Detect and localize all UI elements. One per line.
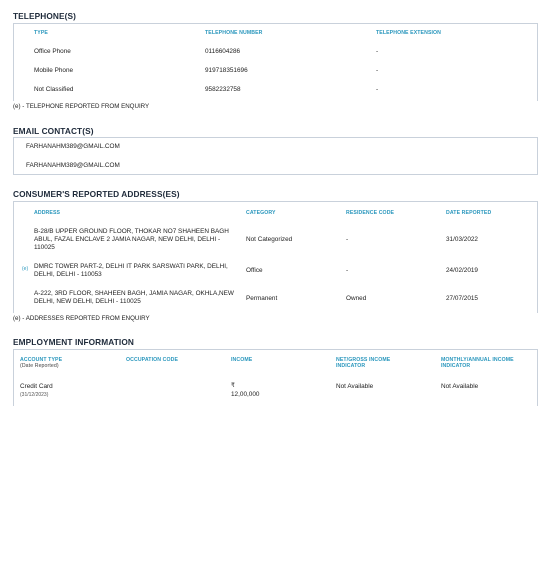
address-category: Permanent [246,295,278,302]
phone-number: 0116604286 [205,48,241,55]
address-category: Not Categorized [246,236,293,243]
rupee-icon: ₹ [231,383,235,389]
address-table [13,201,538,313]
col-header-monthly-annual-income: MONTHLY/ANNUAL INCOME INDICATOR [441,357,514,369]
phone-number: 9582232758 [205,86,241,93]
col-header-address: ADDRESS [34,210,61,216]
monthly-annual-value: Not Available [441,383,479,390]
address-text: A-222, 3RD FLOOR, SHAHEEN BAGH, JAMIA NAGAR, OKHLA,NEW DELHI, NEW DELHI, DELHI - 110025 [34,290,234,306]
col-header-category: CATEGORY [246,210,276,216]
address-text: B-28/B UPPER GROUND FLOOR, THOKAR NO7 SHAHEEN BAGH ABUL, FAZAL ENCLAVE 2 JAMIA NAGAR, NEW DELHI, DELHI - 110025 [34,228,229,252]
account-type-label: ACCOUNT TYPE [20,357,63,363]
col-header-date-reported: DATE REPORTED [446,210,492,216]
address-note: (e) - ADDRESSES REPORTED FROM ENQUIRY [13,315,150,322]
phone-extension: - [376,86,379,93]
employment-section-title: EMPLOYMENT INFORMATION [13,337,134,347]
col-header-income: INCOME [231,357,253,363]
col-header-occupation-code: OCCUPATION CODE [126,357,179,363]
address-residence-code: - [346,267,349,274]
date-reported-label: (Date Reported) [20,363,59,369]
col-header-residence-code: RESIDENCE CODE [346,210,395,216]
address-residence-code: - [346,236,349,243]
telephone-note: (e) - TELEPHONE REPORTED FROM ENQUIRY [13,103,150,110]
col-header-account-type [20,357,120,369]
account-date-reported: (31/12/2023) [20,392,49,398]
address-date-reported: 31/03/2022 [446,236,478,243]
address-section-title: CONSUMER'S REPORTED ADDRESS(ES) [13,189,180,199]
phone-number: 919718351696 [205,67,248,74]
account-type-value: Credit Card [20,383,53,390]
telephone-table [13,23,538,101]
col-header-telephone-number: TELEPHONE NUMBER [205,30,263,36]
income-value: 12,00,000 [231,391,260,398]
employment-table [13,349,538,406]
col-header-telephone-extension: TELEPHONE EXTENSION [376,30,442,36]
email-section-title: EMAIL CONTACT(S) [13,126,94,136]
address-residence-code: Owned [346,295,367,302]
enquiry-marker: (e) [22,266,29,272]
telephone-section-title: TELEPHONE(S) [13,11,76,21]
email-table [13,137,538,175]
address-date-reported: 24/02/2019 [446,267,478,274]
phone-extension: - [376,67,379,74]
address-date-reported: 27/07/2015 [446,295,478,302]
phone-extension: - [376,48,379,55]
col-header-type: TYPE [34,30,48,36]
address-category: Office [246,267,263,274]
col-header-net-gross-income: NET/GROSS INCOME INDICATOR [336,357,391,369]
net-gross-value: Not Available [336,383,374,390]
address-text: DMRC TOWER PART-2, DELHI IT PARK SARSWATI PARK, DELHI, DELHI, DELHI - 110053 [34,263,228,279]
phone-type: Mobile Phone [34,67,74,74]
email-address: FARHANAHM389@GMAIL.COM [26,162,120,169]
phone-type: Not Classified [34,86,74,93]
phone-type: Office Phone [34,48,71,55]
email-address: FARHANAHM389@GMAIL.COM [26,143,120,150]
